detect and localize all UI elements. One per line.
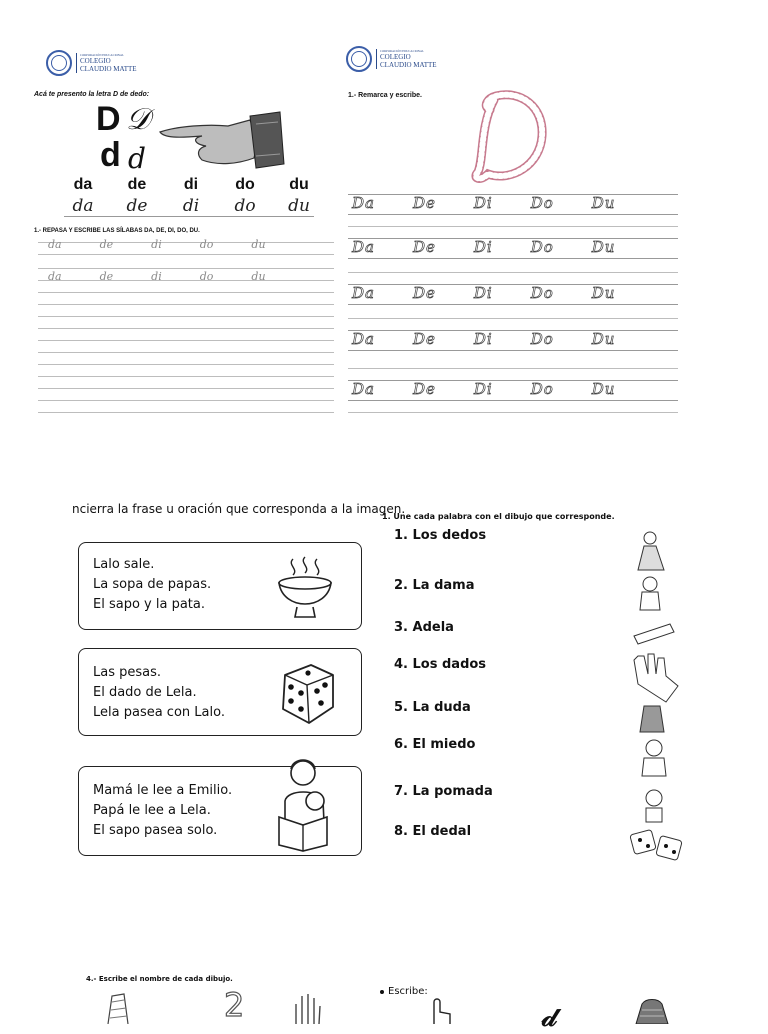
school-seal-icon [346,46,372,72]
trace-row-1 [48,238,266,251]
syllable-cursive-da: da [72,196,94,216]
dotted-syllable: Du [591,238,616,256]
sentence-option: El dado de Lela. [93,685,197,700]
school-logo [46,50,137,76]
dotted-syllable: Di [473,194,493,212]
dotted-syllable: Du [591,330,616,348]
sheet1-title: Acá te presento la letra D de dedo: [34,91,150,98]
hand-sketch-icon [292,990,322,1024]
logo-line1: COLEGIO [80,57,111,65]
dotted-syllable: Di [473,330,493,348]
hand-icon [634,654,678,702]
big-letter-lower: d [100,136,121,174]
match-word-1: 1. Los dedos [394,528,487,543]
dotted-syllable: Do [530,330,554,348]
school-seal-icon [46,50,72,76]
sentence-box-1 [78,542,362,630]
match-word-4: 4. Los dados [394,657,487,672]
digit-two: 2 [224,986,245,1024]
dotted-syllable: Do [530,380,554,398]
sheet1-exercise-title: 1.- REPASA Y ESCRIBE LAS SÍLABAS DA, DE, DI, DO, DU. [34,228,200,234]
bullet-icon [380,990,384,994]
dotted-syllable: Do [530,238,554,256]
syllable-di: di [183,176,199,193]
sentence-option: Las pesas. [93,665,162,680]
match-word-2: 2. La dama [394,578,475,593]
dotted-syllable: Da [352,238,375,256]
sheet6-instruction: Escribe: [388,986,428,997]
logo-line2: CLAUDIO MATTE [80,65,137,73]
dice-icon [277,659,337,727]
dotted-row-2 [352,238,615,256]
trace-syllable: du [251,270,266,283]
logo-small-text: CORPORACIÓN EDUCACIONAL [80,53,124,57]
sentence-option: Mamá le lee a Emilio. [93,783,233,798]
trace-syllable: da [48,270,62,283]
dotted-syllable: Da [352,330,375,348]
dotted-syllable: Da [352,194,375,212]
thimble-icon [640,706,664,732]
trace-syllable: de [99,270,114,283]
dotted-syllable: De [412,194,436,212]
dotted-syllable: Di [473,380,493,398]
sentence-box-3 [78,766,362,856]
big-letter-lower-cursive: d [128,142,146,175]
dotted-syllable: De [412,380,436,398]
logo-line1: COLEGIO [380,53,411,61]
syllables-print-row [56,176,326,194]
dotted-row-1 [352,194,615,212]
trace-syllable: di [151,270,162,283]
match-word-7: 7. La pomada [394,784,493,799]
syllable-cursive-di: di [182,196,200,216]
soup-bowl-icon [275,553,335,621]
thimble-photo-icon [632,998,672,1024]
dotted-syllable: De [412,238,436,256]
syllable-do: do [235,176,255,193]
dotted-syllable: Du [591,194,616,212]
dotted-syllable: De [412,284,436,302]
trace-syllable: de [99,238,114,251]
lady-icon [638,532,664,570]
pointing-hand-icon [158,110,288,172]
matching-pictures [626,526,688,866]
syllable-cursive-do: do [234,196,256,216]
dotted-syllable: Da [352,380,375,398]
sheet6-instruction-row [380,986,428,997]
sheet2-title: 1.- Remarca y escribe. [348,92,422,99]
sheet2-dotted-rows [348,188,678,414]
dotted-syllable: De [412,330,436,348]
dotted-syllable: Da [352,284,375,302]
trace-syllable: di [151,238,162,251]
dotted-syllable: Du [591,284,616,302]
sentence-box-2 [78,648,362,736]
sentence-option: El sapo y la pata. [93,597,205,612]
big-letter-upper-cursive: 𝒟 [126,102,150,137]
girl-icon [642,740,666,776]
dotted-syllable: Di [473,284,493,302]
dotted-syllable: Di [473,238,493,256]
match-word-6: 6. El miedo [394,737,476,752]
syllable-de: de [127,176,147,193]
logo-small-text: CORPORACIÓN EDUCACIONAL [380,49,424,53]
logo-line2: CLAUDIO MATTE [380,61,437,69]
sheet4-instruction: 1. Une cada palabra con el dibujo que corresponde. [382,512,615,521]
dotted-syllable: Do [530,194,554,212]
trace-syllable: da [48,238,62,251]
trace-row-2 [48,270,266,283]
sentence-option: El sapo pasea solo. [93,823,218,838]
sentence-option: La sopa de papas. [93,577,212,592]
big-letter-upper: D [96,100,121,138]
trace-syllable: do [199,270,214,283]
dotted-syllable: Du [591,380,616,398]
ointment-tube-icon [634,624,674,644]
dotted-letter-d-icon [470,86,550,186]
syllables-cursive-row [56,196,326,216]
sheet5-instruction: 4.- Escribe el nombre de cada dibujo. [86,975,233,983]
dotted-syllable: Do [530,284,554,302]
syllable-da: da [73,176,93,193]
thinking-child-icon [646,790,662,822]
match-word-3: 3. Adela [394,620,454,635]
pointing-finger-icon [428,998,456,1024]
dotted-row-5 [352,380,615,398]
school-logo-2 [346,46,437,72]
cursive-d-glyph: 𝒹 [542,1000,557,1033]
two-dice-icon [630,829,682,860]
dotted-row-4 [352,330,615,348]
dotted-row-3 [352,284,615,302]
thimble-sketch-icon [104,990,132,1024]
sheet1-writing-lines [38,236,334,416]
sentence-option: Papá le lee a Lela. [93,803,211,818]
syllable-du: du [289,176,309,193]
scared-boy-icon [640,577,660,610]
match-word-8: 8. El dedal [394,824,472,839]
reading-family-icon [275,755,339,855]
trace-syllable: du [251,238,266,251]
syllable-cursive-de: de [126,196,148,216]
syllable-cursive-du: du [288,196,310,216]
match-word-5: 5. La duda [394,700,471,715]
sentence-option: Lalo sale. [93,557,155,572]
trace-syllable: do [199,238,214,251]
sheet3-instruction: ncierra la frase u oración que corresponda a la imagen. [72,502,406,516]
sentence-option: Lela pasea con Lalo. [93,705,225,720]
